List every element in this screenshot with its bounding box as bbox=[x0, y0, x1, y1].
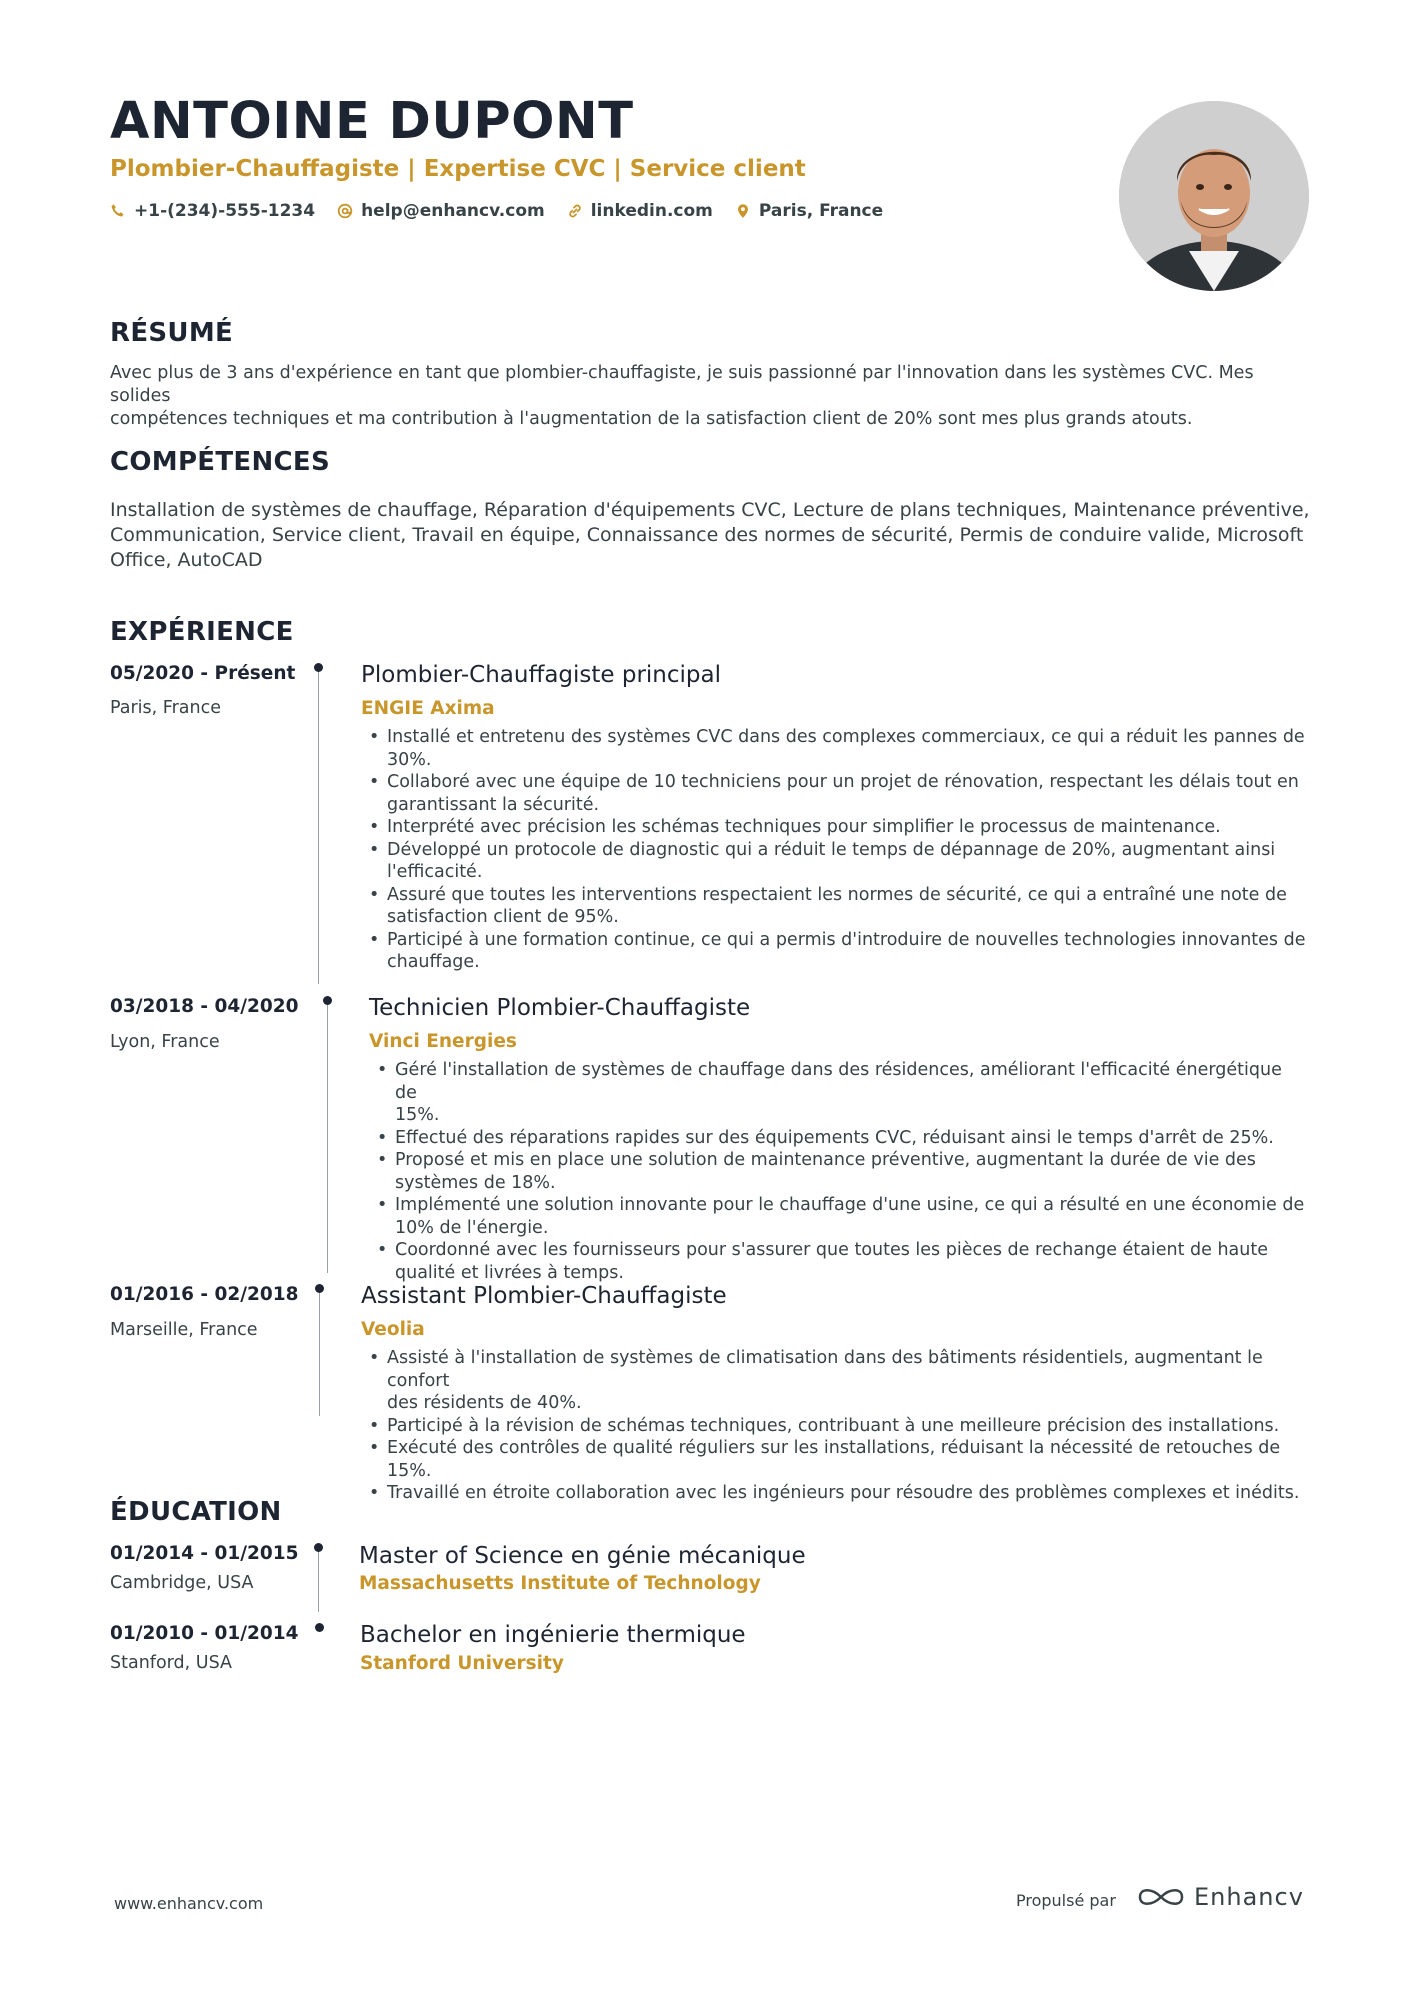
education-date: 01/2010 - 01/2014 bbox=[110, 1623, 299, 1644]
profile-photo bbox=[1119, 101, 1309, 291]
skills-line: Installation de systèmes de chauffage, Réparation d'équipements CVC, Lecture de plans techniques, Maintenance préventive, bbox=[110, 499, 1310, 521]
timeline-dot bbox=[314, 663, 323, 672]
bullet-item: • Proposé et mis en place une solution de maintenance préventive, augmentant la durée de vie des systèmes de 18%. bbox=[369, 1149, 1309, 1194]
skills-heading: COMPÉTENCES bbox=[110, 447, 330, 477]
experience-location: Paris, France bbox=[110, 698, 221, 718]
bullet-item: • Assuré que toutes les interventions respectaient les normes de sécurité, ce qui a entraîné une note de satisfaction client de 95%. bbox=[361, 884, 1311, 929]
bullet-item: • Collaboré avec une équipe de 10 techniciens pour un projet de rénovation, respectant les délais tout en garantissant la sécurité. bbox=[361, 771, 1311, 816]
timeline-line bbox=[319, 1293, 320, 1416]
experience-bullets bbox=[361, 1347, 1311, 1505]
education-degree: Master of Science en génie mécanique bbox=[359, 1543, 806, 1569]
bullet-item: • Participé à la révision de schémas techniques, contribuant à une meilleure précision des installations. bbox=[361, 1415, 1311, 1438]
contact-email[interactable] bbox=[337, 201, 545, 221]
experience-location: Marseille, France bbox=[110, 1320, 258, 1340]
candidate-name: ANTOINE DUPONT bbox=[110, 92, 634, 151]
footer-powered-by: Propulsé par bbox=[1016, 1891, 1116, 1910]
experience-role: Assistant Plombier-Chauffagiste bbox=[361, 1283, 727, 1309]
bullet-item: • Exécuté des contrôles de qualité réguliers sur les installations, réduisant la nécessité de retouches de 15%. bbox=[361, 1437, 1311, 1482]
experience-bullets bbox=[369, 1059, 1309, 1284]
education-date: 01/2014 - 01/2015 bbox=[110, 1543, 299, 1564]
experience-company: ENGIE Axima bbox=[361, 698, 495, 719]
candidate-headline: Plombier-Chauffagiste | Expertise CVC | Service client bbox=[110, 156, 806, 182]
experience-date: 03/2018 - 04/2020 bbox=[110, 996, 299, 1017]
experience-location: Lyon, France bbox=[110, 1032, 220, 1052]
timeline-dot bbox=[314, 1543, 323, 1552]
education-location: Stanford, USA bbox=[110, 1653, 232, 1673]
experience-bullets bbox=[361, 726, 1311, 974]
at-icon bbox=[337, 203, 353, 219]
experience-role: Plombier-Chauffagiste principal bbox=[361, 662, 722, 688]
contact-bar bbox=[110, 201, 905, 221]
bullet-item: • Développé un protocole de diagnostic qui a réduit le temps de dépannage de 20%, augmentant ainsi l'efficacité. bbox=[361, 839, 1311, 884]
footer-website-link[interactable]: www.enhancv.com bbox=[114, 1894, 264, 1913]
enhancv-brand-text: Enhancv bbox=[1194, 1883, 1304, 1911]
summary-line: compétences techniques et ma contribution à l'augmentation de la satisfaction client de 20% sont mes plus grands atouts. bbox=[110, 409, 1193, 429]
timeline-dot bbox=[315, 1623, 324, 1632]
education-heading: ÉDUCATION bbox=[110, 1497, 282, 1527]
experience-role: Technicien Plombier-Chauffagiste bbox=[369, 995, 751, 1021]
bullet-item: • Géré l'installation de systèmes de chauffage dans des résidences, améliorant l'efficacité énergétique de 15%. bbox=[369, 1059, 1309, 1127]
timeline-line bbox=[327, 1005, 328, 1273]
phone-icon bbox=[110, 203, 126, 219]
timeline-dot bbox=[315, 1284, 324, 1293]
education-school: Massachusetts Institute of Technology bbox=[359, 1573, 761, 1594]
bullet-item: • Participé à une formation continue, ce qui a permis d'introduire de nouvelles technologies innovantes de chauffage. bbox=[361, 929, 1311, 974]
bullet-item: • Effectué des réparations rapides sur des équipements CVC, réduisant ainsi le temps d'arrêt de 25%. bbox=[369, 1127, 1309, 1150]
enhancv-logo[interactable] bbox=[1136, 1882, 1304, 1912]
timeline-line bbox=[318, 1552, 319, 1612]
enhancv-logo-icon bbox=[1136, 1882, 1186, 1912]
contact-phone-text: +1-(234)-555-1234 bbox=[134, 201, 316, 221]
contact-linkedin-text: linkedin.com bbox=[590, 201, 713, 221]
bullet-item: • Coordonné avec les fournisseurs pour s'assurer que toutes les pièces de rechange étaient de haute qualité et livrées à temps. bbox=[369, 1239, 1309, 1284]
location-pin-icon bbox=[735, 203, 751, 219]
education-school: Stanford University bbox=[360, 1653, 564, 1674]
education-location: Cambridge, USA bbox=[110, 1573, 254, 1593]
experience-date: 01/2016 - 02/2018 bbox=[110, 1284, 299, 1305]
timeline-line bbox=[318, 672, 319, 984]
contact-email-text: help@enhancv.com bbox=[361, 201, 545, 221]
link-icon bbox=[567, 203, 583, 219]
experience-company: Vinci Energies bbox=[369, 1031, 517, 1052]
skills-line: Office, AutoCAD bbox=[110, 549, 263, 571]
experience-date: 05/2020 - Présent bbox=[110, 663, 296, 684]
contact-location bbox=[735, 201, 883, 221]
contact-phone[interactable] bbox=[110, 201, 315, 221]
experience-heading: EXPÉRIENCE bbox=[110, 617, 294, 647]
bullet-item: • Installé et entretenu des systèmes CVC dans des complexes commerciaux, ce qui a réduit les pannes de 30%. bbox=[361, 726, 1311, 771]
timeline-dot bbox=[323, 996, 332, 1005]
education-degree: Bachelor en ingénierie thermique bbox=[360, 1622, 746, 1648]
contact-linkedin[interactable] bbox=[567, 201, 713, 221]
bullet-item: • Interprété avec précision les schémas techniques pour simplifier le processus de maintenance. bbox=[361, 816, 1311, 839]
summary-heading: RÉSUMÉ bbox=[110, 318, 234, 348]
summary-text bbox=[110, 362, 1310, 431]
skills-text bbox=[110, 498, 1310, 573]
experience-company: Veolia bbox=[361, 1319, 425, 1340]
summary-line: Avec plus de 3 ans d'expérience en tant que plombier-chauffagiste, je suis passionné par l'innovation dans les systèmes CVC. Mes solides bbox=[110, 363, 1254, 406]
bullet-item: • Implémenté une solution innovante pour le chauffage d'une usine, ce qui a résulté en une économie de 10% de l'énergie. bbox=[369, 1194, 1309, 1239]
bullet-item: • Travaillé en étroite collaboration avec les ingénieurs pour résoudre des problèmes complexes et inédits. bbox=[361, 1482, 1311, 1505]
bullet-item: • Assisté à l'installation de systèmes de climatisation dans des bâtiments résidentiels, augmentant le confort des résidents de 40%. bbox=[361, 1347, 1311, 1415]
skills-line: Communication, Service client, Travail en équipe, Connaissance des normes de sécurité, Permis de conduire valide, Microsoft bbox=[110, 524, 1304, 546]
contact-location-text: Paris, France bbox=[758, 201, 884, 221]
